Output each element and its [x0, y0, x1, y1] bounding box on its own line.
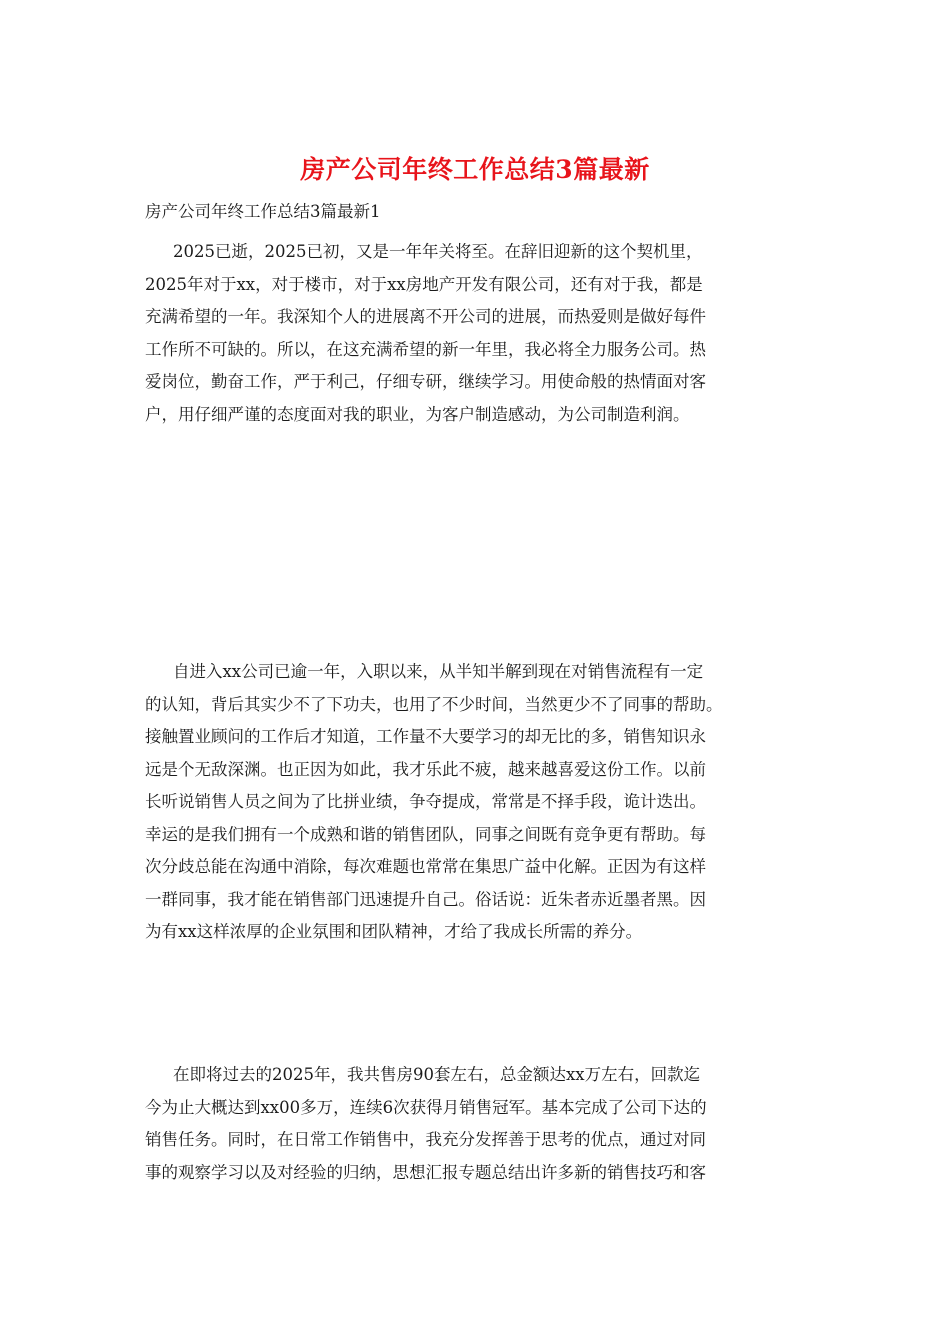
paragraph-line: 接触置业顾问的工作后才知道，工作量不大要学习的却无比的多，销售知识永	[145, 727, 706, 746]
paragraph-line: 一群同事，我才能在销售部门迅速提升自己。俗话说：近朱者赤近墨者黑。因	[145, 889, 706, 909]
paragraph-line: 爱岗位，勤奋工作，严于利己，仔细专研，继续学习。用使命般的热情面对客	[145, 372, 706, 391]
paragraph	[145, 656, 825, 949]
paragraph-line: 为有xx这样浓厚的企业氛围和团队精神，才给了我成长所需的养分。	[145, 922, 643, 941]
paragraph-line: 今为止大概达到xx00多万，连续6次获得月销售冠军。基本完成了公司下达的	[145, 1097, 707, 1117]
paragraph-line: 户，用仔细严谨的态度面对我的职业，为客户制造感动，为公司制造利润。	[145, 404, 690, 424]
paragraph-line: 在即将过去的2025年，我共售房90套左右，总金额达xx万左右，回款迄	[173, 1065, 701, 1084]
paragraph-line: 远是个无敌深渊。也正因为如此，我才乐此不疲，越来越喜爱这份工作。以前	[145, 759, 706, 779]
paragraph-line: 事的观察学习以及对经验的归纳，思想汇报专题总结出许多新的销售技巧和客	[145, 1162, 706, 1182]
paragraph	[145, 236, 825, 431]
paragraph-line: 销售任务。同时，在日常工作销售中，我充分发挥善于思考的优点，通过对同	[145, 1130, 706, 1149]
paragraph-line: 幸运的是我们拥有一个成熟和谐的销售团队，同事之间既有竞争更有帮助。每	[145, 824, 706, 844]
paragraph-line: 2025已逝，2025已初，又是一年年关将至。在辞旧迎新的这个契机里，	[173, 242, 703, 261]
paragraph-line: 的认知，背后其实少不了下功夫，也用了不少时间，当然更少不了同事的帮助。	[145, 694, 723, 714]
paragraph-line: 充满希望的一年。我深知个人的进展离不开公司的进展，而热爱则是做好每件	[145, 307, 706, 326]
paragraph-line: 自进入xx公司已逾一年，入职以来，从半知半解到现在对销售流程有一定	[173, 662, 704, 681]
paragraph-line: 次分歧总能在沟通中消除，每次难题也常常在集思广益中化解。正因为有这样	[145, 857, 706, 876]
paragraph-line: 2025年对于xx，对于楼市，对于xx房地产开发有限公司，还有对于我，都是	[145, 274, 703, 294]
paragraph-line: 工作所不可缺的。所以，在这充满希望的新一年里，我必将全力服务公司。热	[145, 339, 706, 359]
paragraph	[145, 1059, 825, 1189]
document-subtitle: 房产公司年终工作总结3篇最新1	[145, 202, 381, 221]
document-title: 房产公司年终工作总结3篇最新	[300, 155, 650, 184]
paragraph-line: 长听说销售人员之间为了比拼业绩，争夺提成，常常是不择手段，诡计迭出。	[145, 792, 706, 811]
